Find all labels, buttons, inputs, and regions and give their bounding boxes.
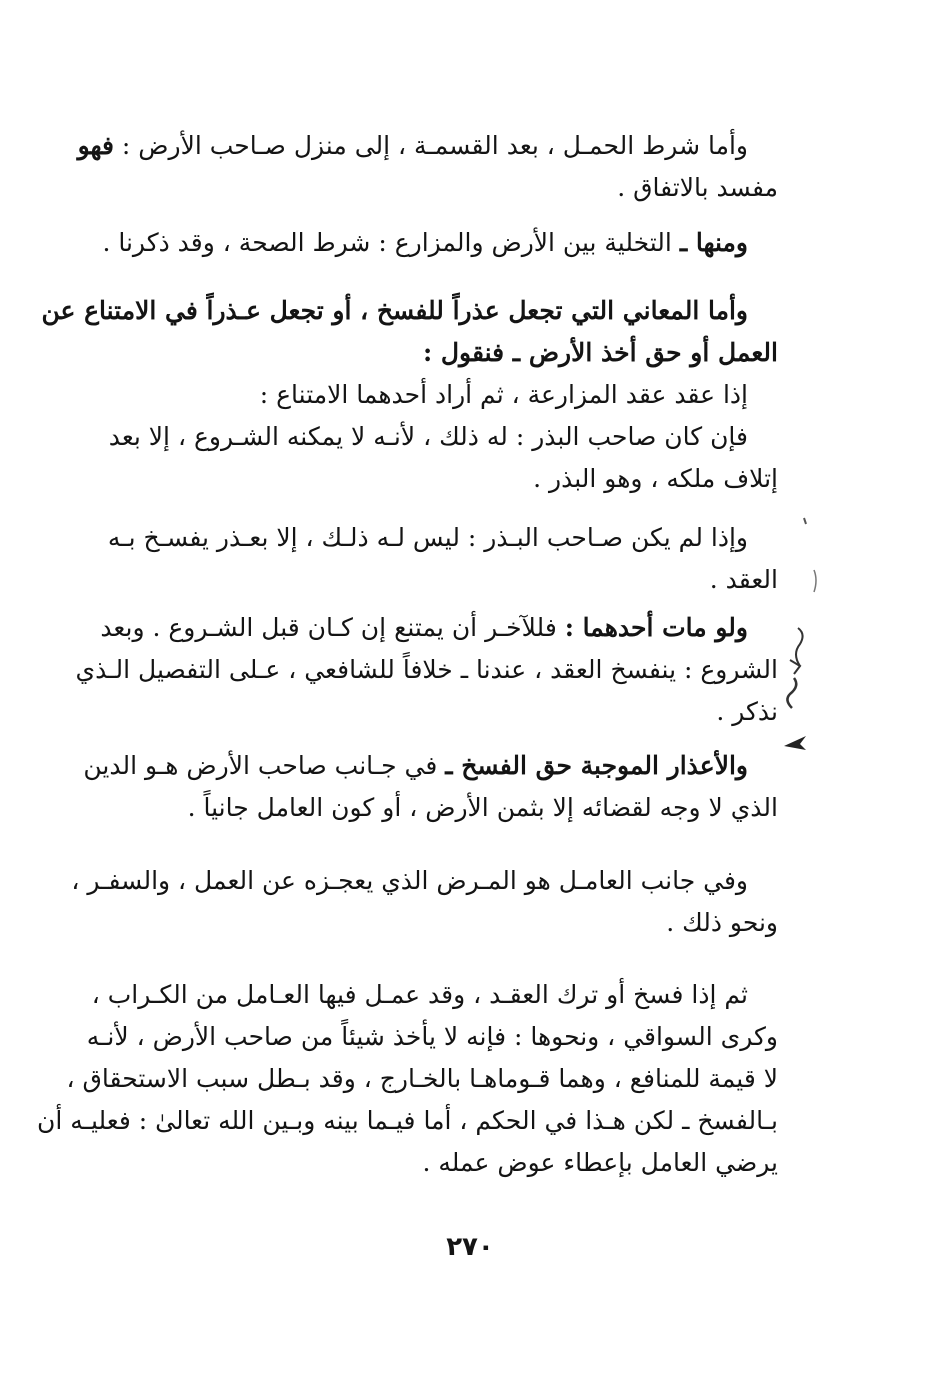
text-line: إذا عقد عقد المزارعة ، ثم أراد أحدهما الامتناع : <box>259 380 748 409</box>
text-line <box>77 125 778 167</box>
page-body-text <box>36 0 778 1200</box>
text-line: فإن كان صاحب البذر : له ذلك ، لأنـه لا يمكنه الشـروع ، إلا بعد <box>108 422 748 451</box>
text-line: الذي لا وجه لقضائه إلا بثمن الأرض ، أو كون العامل جانياً . <box>187 793 778 822</box>
bold-trail: فهو <box>77 131 114 160</box>
text-line <box>41 290 778 332</box>
text-line: وفي جانب العامـل هو المـرض الذي يعجـزه عن العمل ، والسفـر ، <box>71 866 748 895</box>
text-line: بـالفسخ ـ لكن هـذا في الحكم ، أما فيـما بينه وبـين الله تعالىٰ : فعليـه أن <box>36 1106 778 1135</box>
text-line <box>100 607 778 649</box>
text-line: الشروع : ينفسخ العقد ، عندنا ـ خلافاً للشافعي ، عـلى التفصيل الـذي <box>75 655 778 684</box>
bold-lead: وأما المعاني التي تجعل عذراً للفسخ ، أو تجعل عـذراً في الامتناع عن <box>41 296 748 325</box>
text-line: يرضي العامل بإعطاء عوض عمله . <box>422 1148 778 1177</box>
bold-lead: والأعذار الموجبة حق الفسخ ـ <box>445 751 748 780</box>
text-line <box>118 332 778 374</box>
line-text: وأما شرط الحمـل ، بعد القسمـة ، إلى منزل صـاحب الأرض : <box>113 131 748 160</box>
text-line: ونحو ذلك . <box>666 908 778 937</box>
bold-lead: العمل أو حق أخذ الأرض ـ فنقول : <box>422 338 778 367</box>
line-text: فللآخـر أن يمتنع إن كـان قبل الشـروع . وبعد <box>100 613 565 642</box>
text-line: إتلاف ملكه ، وهو البذر . <box>533 464 778 493</box>
line-text: في جـانب صاحب الأرض هـو الدين <box>83 751 446 780</box>
text-line <box>102 222 778 264</box>
text-line: ثم إذا فسخ أو ترك العقـد ، وقد عمـل فيها العـامل من الكـراب ، <box>91 980 748 1009</box>
text-line: العقد . <box>709 565 778 594</box>
text-line: نذكر . <box>716 697 778 726</box>
text-line: لا قيمة للمنافع ، وهما قـوماهـا بالخـارج ، وقد بـطل سبب الاستحقاق ، <box>66 1064 778 1093</box>
line-text: التخلية بين الأرض والمزارع : شرط الصحة ، وقد ذكرنا . <box>102 228 680 257</box>
scan-margin-marks <box>770 500 830 800</box>
text-line: وإذا لم يكن صـاحب البـذر : ليس لـه ذلـك ، إلا بعـذر يفسـخ بـه <box>107 523 748 552</box>
text-line: مفسد بالاتفاق . <box>617 173 778 202</box>
bold-lead: ولو مات أحدهما : <box>564 613 748 642</box>
page-number: ٢٧٠ <box>446 1232 494 1262</box>
text-line <box>83 745 778 787</box>
bold-lead: ومنها ـ <box>679 228 748 257</box>
text-line: وكرى السواقي ، ونحوها : فإنه لا يأخذ شيئاً من صاحب الأرض ، لأنـه <box>86 1022 778 1051</box>
